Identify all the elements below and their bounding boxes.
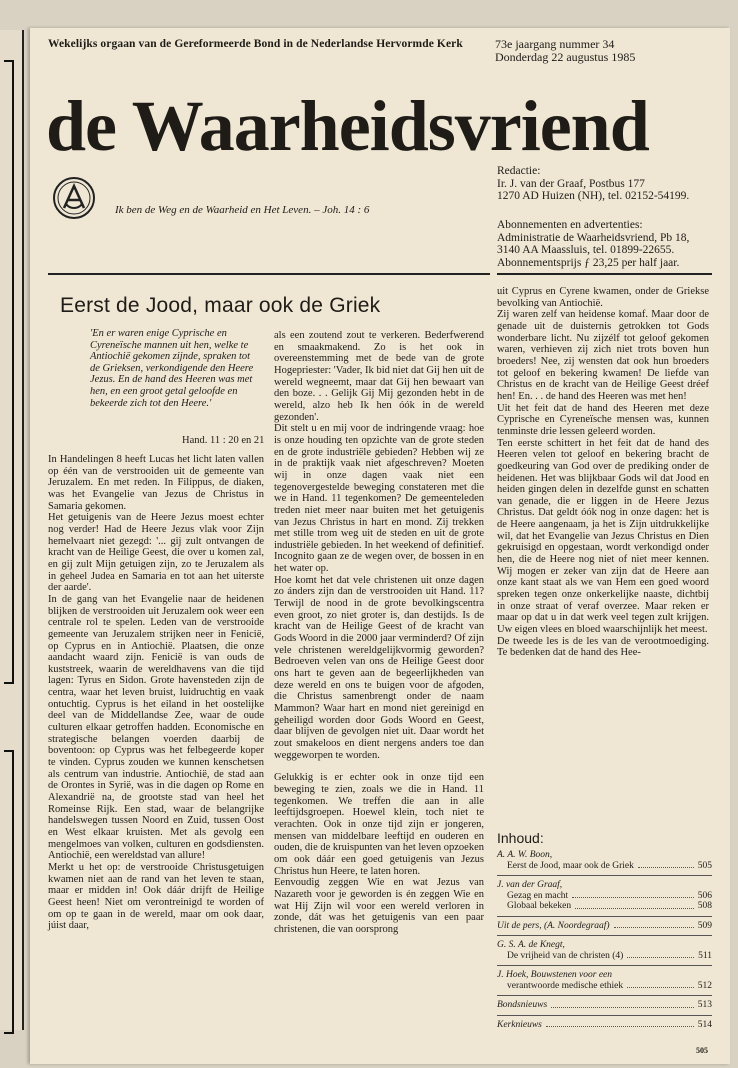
paragraph: uit Cyprus en Cyrene kwamen, onder de Griekse bevolking van Antiochië. — [497, 286, 709, 309]
toc-dots — [551, 1000, 694, 1008]
table-of-contents — [497, 830, 712, 1034]
toc-page-number: 512 — [697, 980, 712, 991]
toc-author: J. van der Graaf, — [497, 880, 563, 890]
article-headline: Eerst de Jood, maar ook de Griek — [60, 294, 381, 317]
paragraph: De tweede les is de les van de verootmoediging. Te bedenken dat de hand des Hee- — [497, 635, 709, 659]
toc-entry — [497, 880, 712, 912]
toc-separator — [497, 875, 712, 876]
toc-author: G. S. A. de Knegt, — [497, 940, 565, 950]
abon-line: Administratie de Waarheidsvriend, Pb 18, — [497, 231, 690, 244]
issue-volume: 73e jaargang nummer 34 — [495, 37, 615, 51]
toc-row — [497, 951, 712, 962]
motto: Ik ben de Weg en de Waarheid en Het Leven. – Joh. 14 : 6 — [115, 204, 370, 216]
toc-entry — [497, 970, 712, 991]
toc-entry — [497, 1000, 712, 1011]
paragraph: Eenvoudig zeggen Wie en wat Jezus van Nazareth voor je geworden is én zeggen Wie en wat Hij Zijn wil voor een wereld verloren in zonde, dát was het getuigenis van een paar christenen, die van oorsprong — [274, 877, 484, 935]
toc-list — [497, 850, 712, 1030]
toc-entry — [497, 940, 712, 961]
toc-row — [497, 981, 712, 992]
toc-item-title: Uit de pers, (A. Noordegraaf) — [497, 920, 610, 931]
toc-dots — [627, 981, 694, 989]
toc-entry — [497, 1020, 712, 1031]
toc-page-number: 505 — [697, 860, 712, 871]
toc-page-number: 511 — [698, 950, 712, 961]
divider — [48, 273, 490, 275]
toc-page-number: 506 — [697, 890, 712, 901]
paragraph: Dit stelt u en mij voor de indringende vraag: hoe is onze houding ten opzichte van de grote steden en de grote industriële gebieden? Hebben wij ze in de praktijk vaak niet afgeschreven? Moeten wij in onze dagen vaak niet een tegenovergestelde beweging constateren met die we in Hand. 11 tegenkomen? De gemeenteleden treden niet meer naar buiten met het getuigenis van Jezus Christus in hart en mond. Zij trekken met stille trom weg uit de steden en uit de grote industriële gebieden. In het weekend of definitief. Incognito gaan ze de wegen over, de bossen in en het water op. — [274, 423, 484, 575]
toc-item-title: De vrijheid van de christen (4) — [507, 950, 624, 961]
toc-row — [497, 1020, 712, 1031]
toc-separator — [497, 916, 712, 917]
toc-dots — [575, 901, 694, 909]
toc-separator — [497, 995, 712, 996]
toc-row — [497, 1000, 712, 1011]
toc-entry — [497, 850, 712, 871]
abonnementen-block — [497, 219, 689, 269]
abon-line: 3140 AA Maassluis, tel. 01899-22655. — [497, 244, 675, 256]
page-number: 505 — [696, 1046, 708, 1055]
toc-item-title: verantwoorde medische ethiek — [507, 980, 624, 991]
paragraph: als een zoutend zout te verkeren. Bederfwerend en smaakmakend. Zo is het ook in overeenstemming met de bede van de grote Hogepriester: 'Vader, Ik bid niet dat Gij hen uit de wereld wegneemt, maar dat Gij hen bewaart van den boze. . . Gelijk Gij Mij gezonden hebt in de wereld, alzo heb Ik hen óók in de wereld gezonden'. — [274, 330, 484, 423]
paragraph: Ten eerste schittert in het feit dat de hand des Heeren velen tot geloof en bekering bracht de goedkeuring van God over de prediking onder de heidenen. Het was blijkbaar Gods wil dat Jood en heiden gingen delen in dezelfde gunst en schatten van genade, die er liggen in de Heere Jezus Christus. Dat geldt óók nog in onze dagen: het is de Heere aangenaam, ja het is Zijn uitdrukkelijke wil, dat het Evangelie van Jezus Christus en Dien gekruisigd en opgestaan, wordt verkondigd onder hen, die de Heere nog niet of niet meer kennen. Wij mogen er zeker van zijn dat de Heere aan onze kant staat als we van Hem een goed woord spreken tegen onze onkerkelijke naaste, dichtbij in onze straat of veraf overzee. Maar reken er maar op dat u in dat werk veel tegen zult krijgen. Uw eigen vlees en bloed waarschijnlijk het meest. — [497, 437, 709, 636]
toc-item-title: Gezag en macht — [507, 890, 569, 901]
article-column-2 — [274, 330, 484, 935]
abon-label: Abonnementen en advertenties: — [497, 219, 643, 231]
paragraph: Uit het feit dat de hand des Heeren met deze Cyprische en Cyreneïsche mensen was, kunnen tenminste drie lessen geleerd worden. — [497, 402, 709, 437]
toc-page-number: 514 — [697, 1019, 712, 1030]
toc-dots — [638, 861, 694, 869]
redactie-block — [497, 165, 689, 203]
issue-info — [495, 38, 635, 64]
binder-bracket — [4, 60, 14, 684]
paragraph: Het getuigenis van de Heere Jezus moest echter nog verder! Had de Heere Jezus vlak voor Zijn hemelvaart niet gezegd: '... gij zult ontvangen de kracht van de Heilige Geest, die over u komen zal, en gij zult Mijn getuigen zijn, zo te Jeruzalem als in geheel Judea en Samaria en tot aan het uiterste der aarde'. — [48, 512, 264, 594]
toc-author: A. A. W. Boon, — [497, 850, 553, 860]
toc-separator — [497, 1015, 712, 1016]
toc-title: Inhoud: — [497, 830, 544, 846]
emblem-icon — [52, 176, 96, 220]
article-column-1 — [48, 454, 264, 932]
toc-item-title: Globaal bekeken — [507, 901, 572, 911]
masthead-title: de Waarheidsvriend — [46, 86, 649, 166]
article-column-3 — [497, 286, 709, 659]
toc-dots — [546, 1020, 694, 1028]
toc-separator — [497, 935, 712, 936]
toc-page-number: 508 — [697, 901, 712, 911]
toc-item-title: Bondsnieuws — [497, 1000, 548, 1010]
toc-page-number: 509 — [697, 920, 712, 931]
toc-entry — [497, 921, 712, 932]
newspaper-page — [30, 28, 730, 1064]
paragraph: Gelukkig is er echter ook in onze tijd een beweging te zien, zoals we die in Hand. 11 tegenkomen. We treffen die aan in alle leeftijdsgroepen. Hoewel klein, toch niet te verachten. Ook in onze tijd zijn er jongeren, mensen van middelbare leeftijd en ouderen en ouden, die de kruispunten van het leven opzoeken om ook dáár een goed getuigenis van Jezus Christus hun Heere, te laten horen. — [274, 772, 484, 877]
toc-dots — [572, 891, 694, 899]
divider — [497, 273, 712, 275]
paragraph: In Handelingen 8 heeft Lucas het licht laten vallen op één van de verstrooiden uit de gemeente van Jeruzalem. En met reden. In Filippus, de diaken, was het Evangelie van Jezus de Christus in Samaria gekomen. — [48, 454, 264, 512]
toc-row — [497, 921, 712, 932]
toc-author: J. Hoek, Bouwstenen voor een — [497, 970, 613, 980]
paragraph: Merkt u het op: de verstrooide Christusgetuigen kwamen niet aan de rand van het leven te staan, maar er midden in! Ook dáár drijft de Heilige Geest heen! Niet om verontreinigd te worden of om op te gaan in de wereld, maar om ook daar, júist daar, — [48, 861, 264, 932]
issue-date: Donderdag 22 augustus 1985 — [495, 50, 636, 64]
publication-subtitle: Wekelijks orgaan van de Gereformeerde Bond in de Nederlandse Hervormde Kerk — [48, 38, 463, 50]
toc-separator — [497, 965, 712, 966]
toc-item-title: Eerst de Jood, maar ook de Griek — [507, 860, 634, 871]
redactie-line: Ir. J. van der Graaf, Postbus 177 — [497, 177, 645, 190]
toc-row — [497, 861, 712, 872]
toc-page-number: 513 — [697, 1000, 712, 1010]
toc-dots — [627, 951, 694, 959]
paragraph: Zij waren zelf van heidense komaf. Maar door de genade uit de duisternis getrokken tot Gods wonderbare licht. Nu zijzélf tot geloof gekomen waren, verhieven zij zich niet trots boven hun broeders! Nee, zij wensten dat ook hun broeders tot geloof en bekering kwamen! De liefde van Christus en de kracht van de Heilige Geest dréef hen! En. . . de hand des Heeren was met hen! — [497, 309, 709, 402]
toc-row — [497, 901, 712, 912]
paragraph: Hoe komt het dat vele christenen uit onze dagen zo ánders zijn dan de verstrooiden uit Hand. 11? Terwijl de nood in de grote bevolkingscentra even groot, zo niet groter is, dan destijds. Is de kracht van de Heilige Geest of de kracht van Gods Woord in die 2000 jaar verminderd? Of zijn vele christenen wereldgelijkvormig geworden? Bedroeven velen van ons de Heilige Geest door ons hart te geven aan de begeerlijkheden van deze wereld en ons te buigen voor de afgoden, die Christus samenbrengt onder de naam Mammon? Waar hart en mond niet gereinigd en geheiligd worden door Gods Woord en Geest, daar blijven de gevolgen niet uit. Daar wordt het zout smakeloos en dient nergens anders toe dan weggeworpen te worden. — [274, 574, 484, 761]
redactie-line: 1270 AD Huizen (NH), tel. 02152-54199. — [497, 190, 690, 202]
paragraph: In de gang van het Evangelie naar de heidenen blijken de verstrooiden uit Jeruzalem ook weer een centrale rol te spelen. Leden van de verstrooide gemeente van Jeruzalem strijken neer in Fenicië, op Cyprus en in Antiochië. Plaatsen, die onze aandacht waard zijn. Fenicië is van ouds de kuststreek, waarin de wereldhavens van die tijd lagen: Tyrus en Sidon. Grote havensteden zijn de centra, waar het leven bruist, luidruchtig en vaak ontuchtig. Cyprus is het eiland in het oostelijke deel van de Middellandse Zee, waar de oude culturen elkaar getroffen hadden. Economische en strategische belangen voerden daarbij de boventoon: op Cyprus was het felbegeerde koper te vinden. Cyprus zouden we kunnen kenschetsen als centrum van industrie. Antiochië, de stad aan de Orontes in Syrië, was in die dagen op Rome en Alexandrië na, de grootste stad van heel het Romeinse Rijk. Een stad, waar de belangrijke handelswegen tussen Noord en Zuid, tussen Oost en West elkaar kruisten. Met als gevolg een mengelmoes van volken, culturen en godsdiensten. Antiochië, een wereldstad van allure! — [48, 593, 264, 862]
abon-line: Abonnementsprijs ƒ 23,25 per half jaar. — [497, 256, 680, 269]
quote-reference: Hand. 11 : 20 en 21 — [182, 435, 265, 446]
binder-strip — [0, 30, 24, 1030]
binder-bracket-lower — [4, 750, 14, 1034]
toc-dots — [614, 921, 694, 929]
article-quote: 'En er waren enige Cyprische en Cyreneïsche mannen uit hen, welke te Antiochië gekomen zijnde, spraken tot de Grieksen, verkondigende den Heere Jezus. En de hand des Heeren was met hen, en een groot getal geloofde en bekeerde zich tot den Heere.' — [90, 328, 254, 409]
toc-row — [497, 891, 712, 902]
toc-item-title: Kerknieuws — [497, 1019, 542, 1030]
redactie-label: Redactie: — [497, 165, 541, 177]
